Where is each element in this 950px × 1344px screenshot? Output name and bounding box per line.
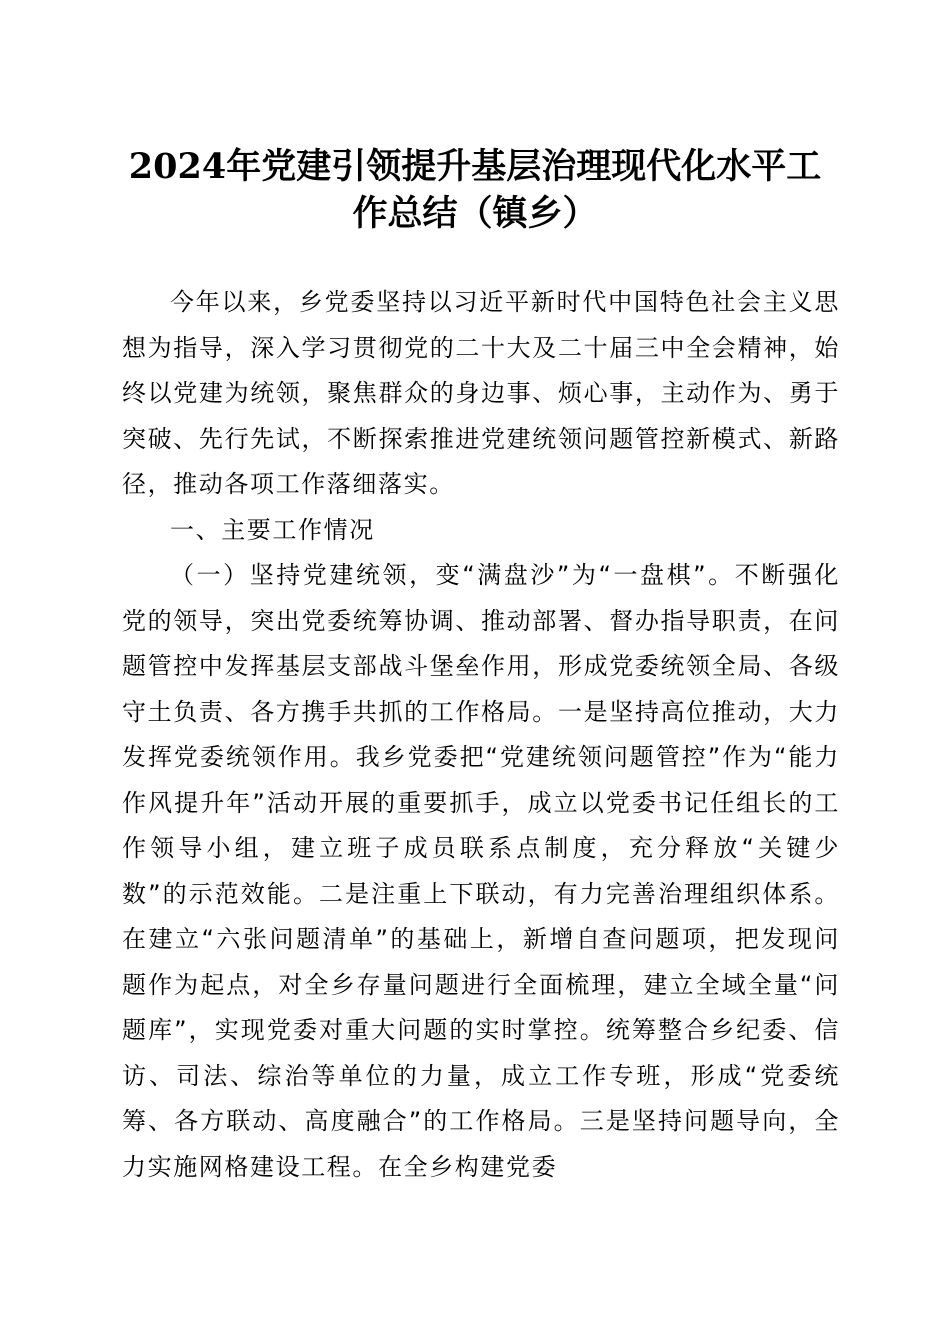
document-body xyxy=(122,280,840,1190)
intro-paragraph: 今年以来，乡党委坚持以习近平新时代中国特色社会主义思想为指导，深入学习贯彻党的二十大及二十届三中全会精神，始终以党建为统领，聚焦群众的身边事、烦心事，主动作为、勇于突破、先行先试，不断探索推进党建统领问题管控新模式、新路径，推动各项工作落细落实。 xyxy=(122,288,840,498)
section-heading-main-work: 一、主要工作情况 xyxy=(170,515,375,544)
document-title xyxy=(100,143,850,237)
document-title-line-2: 作总结（镇乡） xyxy=(352,193,598,234)
document-title-line-1: 2024年党建引领提升基层治理现代化水平工 xyxy=(128,146,822,187)
section-1-paragraph-1: （一）坚持党建统领，变“满盘沙”为“一盘棋”。不断强化党的领导，突出党委统筹协调、推动部署、督办指导职责，在问题管控中发挥基层支部战斗堡垒作用，形成党委统领全局、各级守土负责、各方携手共抓的工作格局。一是坚持高位推动，大力发挥党委统领作用。我乡党委把“党建统领问题管控”作为“能力作风提升年”活动开展的重要抓手，成立以党委书记任组长的工作领导小组，建立班子成员联系点制度，充分释放“关键少数”的示范效能。二是注重上下联动，有力完善治理组织体系。在建立“六张问题清单”的基础上，新增自查问题项，把发现问题作为起点，对全乡存量问题进行全面梳理，建立全域全量“问题库”，实现党委对重大问题的实时掌控。统筹整合乡纪委、信访、司法、综治等单位的力量，成立工作专班，形成“党委统筹、各方联动、高度融合”的工作格局。三是坚持问题导向，全力实施网格建设工程。在全乡构建党委 xyxy=(122,561,840,1181)
